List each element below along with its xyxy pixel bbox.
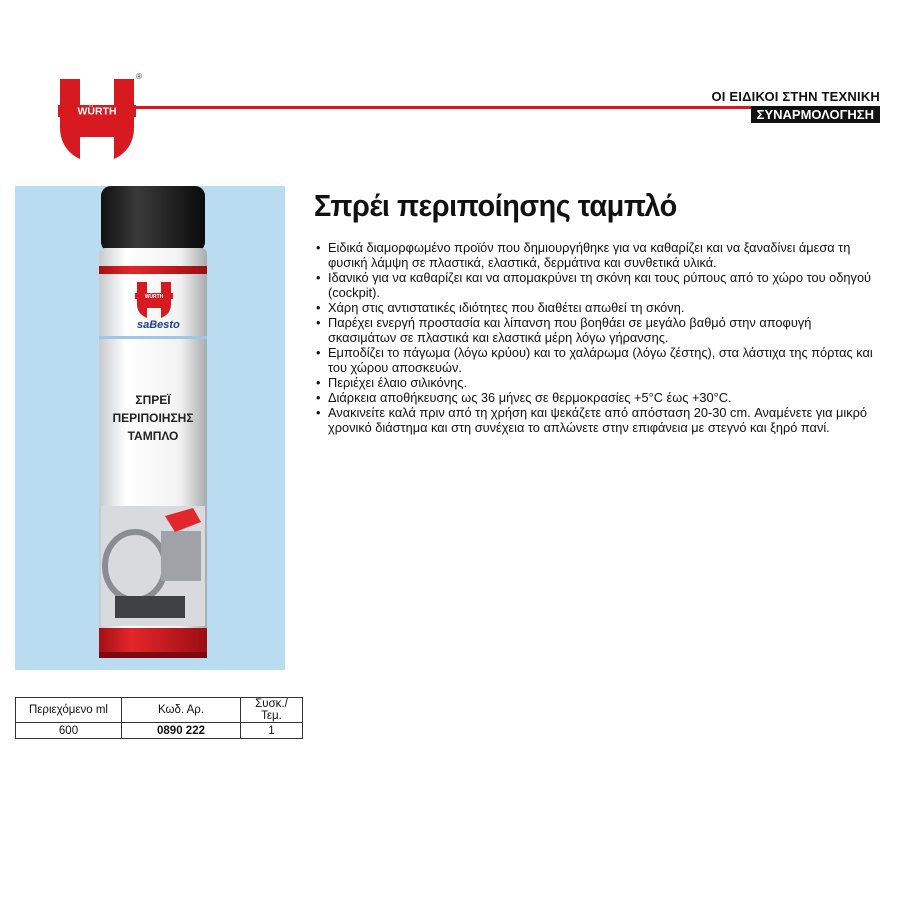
registered-mark: ®	[136, 72, 142, 81]
header-line-1: ΟΙ ΕΙΔΙΚΟΙ ΣΤΗΝ ΤΕΧΝΙΚΗ	[711, 89, 880, 104]
header-tagline	[560, 88, 880, 124]
feature-item: • Διάρκεια αποθήκευσης ως 36 μήνες σε θερμοκρασίες +5°C έως +30°C.	[316, 390, 876, 405]
feature-item: • Εμποδίζει το πάγωμα (λόγω κρύου) και το χαλάρωμα (λόγω ζέστης), στα λάστιχα της πόρτας και του χώρου αποσκευών.	[316, 345, 876, 375]
can-label-line-3: ΤΑΜΠΛΟ	[127, 429, 179, 443]
feature-item: • Περιέχει έλαιο σιλικόνης.	[316, 375, 876, 390]
feature-item: • Παρέχει ενεργή προστασία και λίπανση που βοηθάει σε μεγάλο βαθμό στην αποφυγή σκασιμάτων σε πλαστικά και ελαστικά μέρη λόγω γήρανσης.	[316, 315, 876, 345]
spec-table	[15, 697, 303, 739]
cell-content-ml: 600	[16, 723, 122, 739]
table-row	[16, 723, 303, 739]
product-photo	[15, 186, 285, 670]
cell-package-qty: 1	[241, 723, 303, 739]
can-subbrand: saBesto	[137, 319, 180, 331]
header-package-qty: Συσκ./Τεμ.	[241, 698, 303, 723]
can-logo-text: WÜRTH	[144, 294, 164, 300]
spray-can-illustration	[15, 186, 285, 670]
spec-table-header-row	[16, 698, 303, 723]
feature-item: • Ειδικά διαμορφωμένο προϊόν που δημιουργήθηκε για να καθαρίζει και να ξαναδίνει άμεσα τη φυσική λάμψη σε πλαστικά, ελαστικά, δερμάτινα και συνθετικά υλικά.	[316, 240, 876, 270]
header-line-2: ΣΥΝΑΡΜΟΛΟΓΗΣΗ	[751, 106, 880, 123]
feature-item: • Ιδανικό για να καθαρίζει και να απομακρύνει τη σκόνη και τους ρύπους από το χώρο του οδηγού (cockpit).	[316, 270, 876, 300]
product-title: Σπρέι περιποίησης ταμπλό	[314, 188, 677, 223]
header-content-ml: Περιεχόμενο ml	[16, 698, 122, 723]
wurth-logo	[58, 77, 136, 161]
feature-item: • Ανακινείτε καλά πριν από τη χρήση και ψεκάζετε από απόσταση 20-30 cm. Αναμένετε για μικρό χρονικό διάστημα και στη συνέχεια το απλώνετε στην επιφάνεια με στεγνό και ξηρό πανί.	[316, 405, 876, 435]
header-article-code: Κωδ. Αρ.	[122, 698, 241, 723]
cell-article-code: 0890 222	[122, 723, 241, 739]
logo-text: WÜRTH	[77, 105, 117, 118]
feature-list	[316, 240, 876, 435]
can-label-line-2: ΠΕΡΙΠΟΙΗΣΗΣ	[112, 411, 194, 425]
can-label-line-1: ΣΠΡΕΪ	[135, 393, 171, 407]
feature-item: • Χάρη στις αντιστατικές ιδιότητες που διαθέτει απωθεί τη σκόνη.	[316, 300, 876, 315]
